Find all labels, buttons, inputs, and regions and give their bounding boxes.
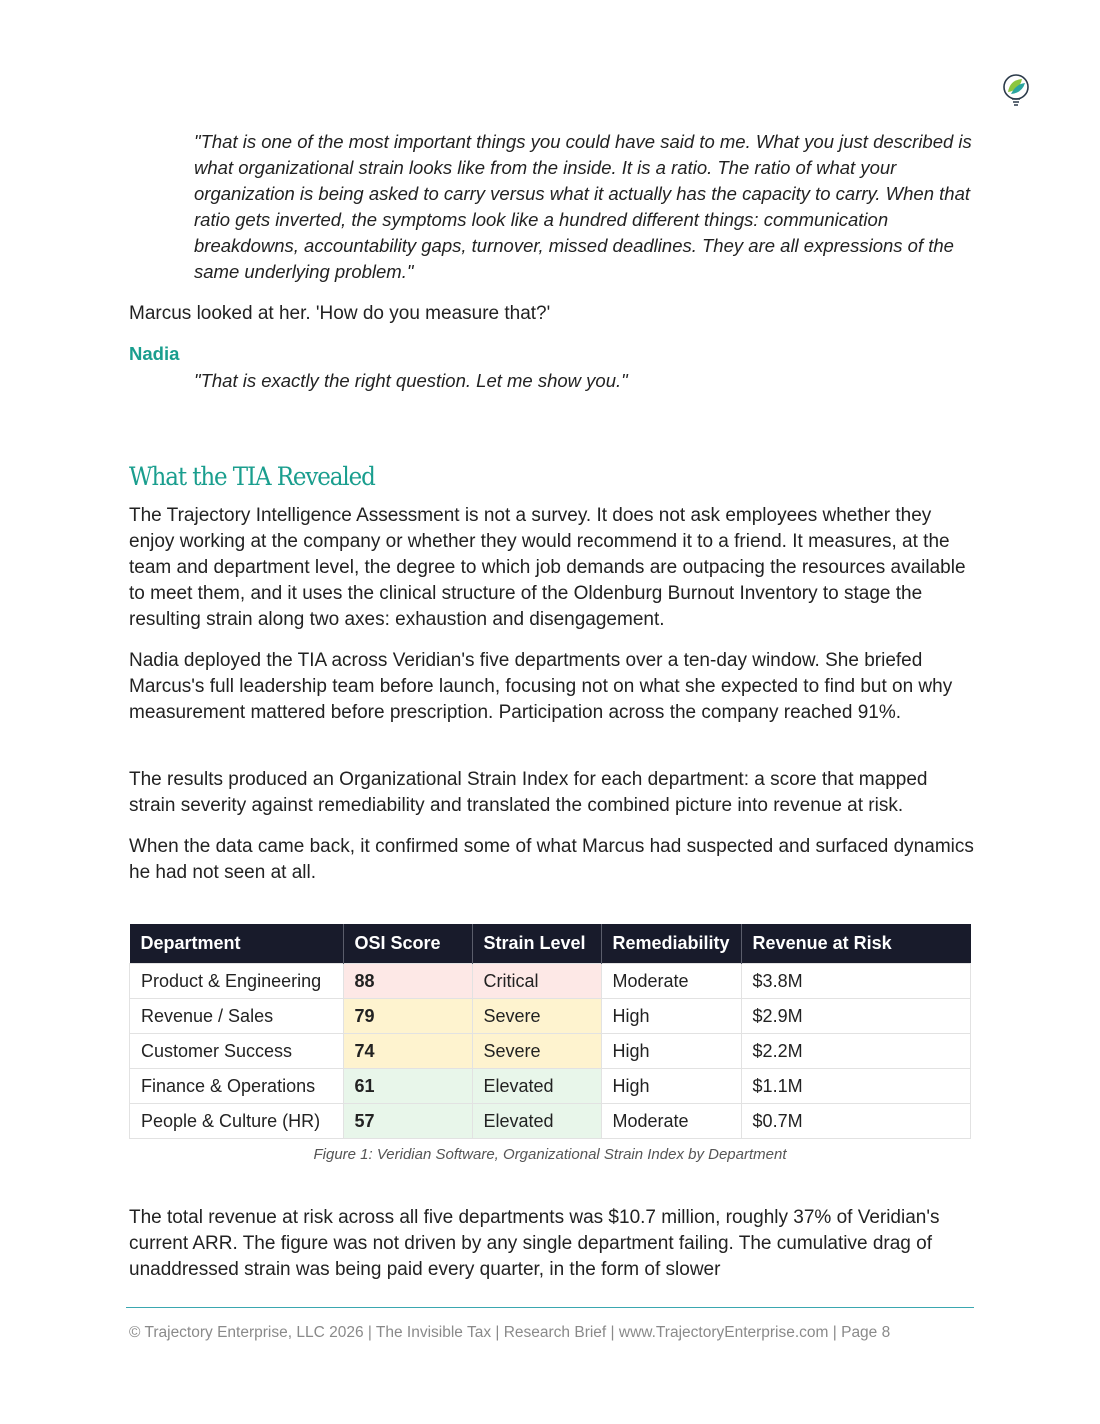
table-row: [130, 1034, 971, 1069]
narration-line: Marcus looked at her. 'How do you measure that?': [129, 303, 551, 324]
strain-level-cell: Severe: [472, 1034, 601, 1069]
page-footer: © Trajectory Enterprise, LLC 2026 | The Invisible Tax | Research Brief | www.TrajectoryEnterprise.com | Page 8: [129, 1324, 891, 1341]
osi-score-cell: 61: [343, 1069, 472, 1104]
quote-block: "That is one of the most important things you could have said to me. What you just described is what organizational strain looks like from the inside. It is a ratio. The ratio of what your organization is being asked to carry versus what it actually has the capacity to carry. When that ratio gets inverted, the symptoms look like a hundred different things: communication breakdowns, accountability gaps, turnover, missed deadlines. They are all expressions of the same underlying problem.": [194, 131, 972, 282]
column-header-department: Department: [130, 924, 344, 964]
department-cell: Product & Engineering: [130, 964, 344, 999]
section-heading: What the TIA Revealed: [129, 462, 375, 491]
table-row: [130, 999, 971, 1034]
quote-block-2: "That is exactly the right question. Let me show you.": [194, 370, 628, 391]
strain-level-cell: Severe: [472, 999, 601, 1034]
osi-score-cell: 79: [343, 999, 472, 1034]
osi-score-cell: 57: [343, 1104, 472, 1139]
department-cell: People & Culture (HR): [130, 1104, 344, 1139]
column-header-remediability: Remediability: [601, 924, 741, 964]
body-paragraph: The Trajectory Intelligence Assessment is not a survey. It does not ask employees whether they enjoy working at the company or whether they would recommend it to a friend. It measures, at the team and department level, the degree to which job demands are outpacing the resources available to meet them, and it uses the clinical structure of the Oldenburg Burnout Inventory to stage the resulting strain along two axes: exhaustion and disengagement.: [129, 505, 966, 630]
strain-level-cell: Elevated: [472, 1104, 601, 1139]
table-row: [130, 1069, 971, 1104]
remediability-cell: High: [601, 1034, 741, 1069]
column-header-strain-level: Strain Level: [472, 924, 601, 964]
strain-level-cell: Elevated: [472, 1069, 601, 1104]
department-cell: Finance & Operations: [130, 1069, 344, 1104]
closing-paragraph: The total revenue at risk across all five departments was $10.7 million, roughly 37% of Veridian's current ARR. The figure was not driven by any single department failing. The cumulative drag of unaddressed strain was being paid every quarter, in the form of slower: [129, 1207, 940, 1280]
body-paragraph: The results produced an Organizational Strain Index for each department: a score that mapped strain severity against remediability and translated the combined picture into revenue at risk.: [129, 769, 928, 816]
body-paragraph: When the data came back, it confirmed some of what Marcus had suspected and surfaced dynamics he had not seen at all.: [129, 836, 974, 883]
lightbulb-leaf-icon: [1000, 72, 1032, 108]
department-cell: Revenue / Sales: [130, 999, 344, 1034]
revenue-at-risk-cell: $2.9M: [741, 999, 970, 1034]
column-header-revenue-at-risk: Revenue at Risk: [741, 924, 970, 964]
strain-level-cell: Critical: [472, 964, 601, 999]
osi-score-cell: 74: [343, 1034, 472, 1069]
table-row: [130, 964, 971, 999]
column-header-osi-score: OSI Score: [343, 924, 472, 964]
remediability-cell: High: [601, 999, 741, 1034]
osi-score-cell: 88: [343, 964, 472, 999]
table-row: [130, 1104, 971, 1139]
body-paragraph: Nadia deployed the TIA across Veridian's five departments over a ten-day window. She briefed Marcus's full leadership team before launch, focusing not on what she expected to find but on why measurement mattered before prescription. Participation across the company reached 91%.: [129, 650, 953, 723]
revenue-at-risk-cell: $2.2M: [741, 1034, 970, 1069]
figure-caption: Figure 1: Veridian Software, Organizational Strain Index by Department: [313, 1146, 787, 1163]
remediability-cell: High: [601, 1069, 741, 1104]
remediability-cell: Moderate: [601, 1104, 741, 1139]
table-header-row: [130, 924, 971, 964]
logo: [1000, 72, 1032, 108]
revenue-at-risk-cell: $1.1M: [741, 1069, 970, 1104]
footer-divider: [126, 1307, 974, 1308]
revenue-at-risk-cell: $3.8M: [741, 964, 970, 999]
revenue-at-risk-cell: $0.7M: [741, 1104, 970, 1139]
remediability-cell: Moderate: [601, 964, 741, 999]
speaker-name: Nadia: [129, 343, 180, 364]
osi-table: [129, 924, 971, 1139]
department-cell: Customer Success: [130, 1034, 344, 1069]
